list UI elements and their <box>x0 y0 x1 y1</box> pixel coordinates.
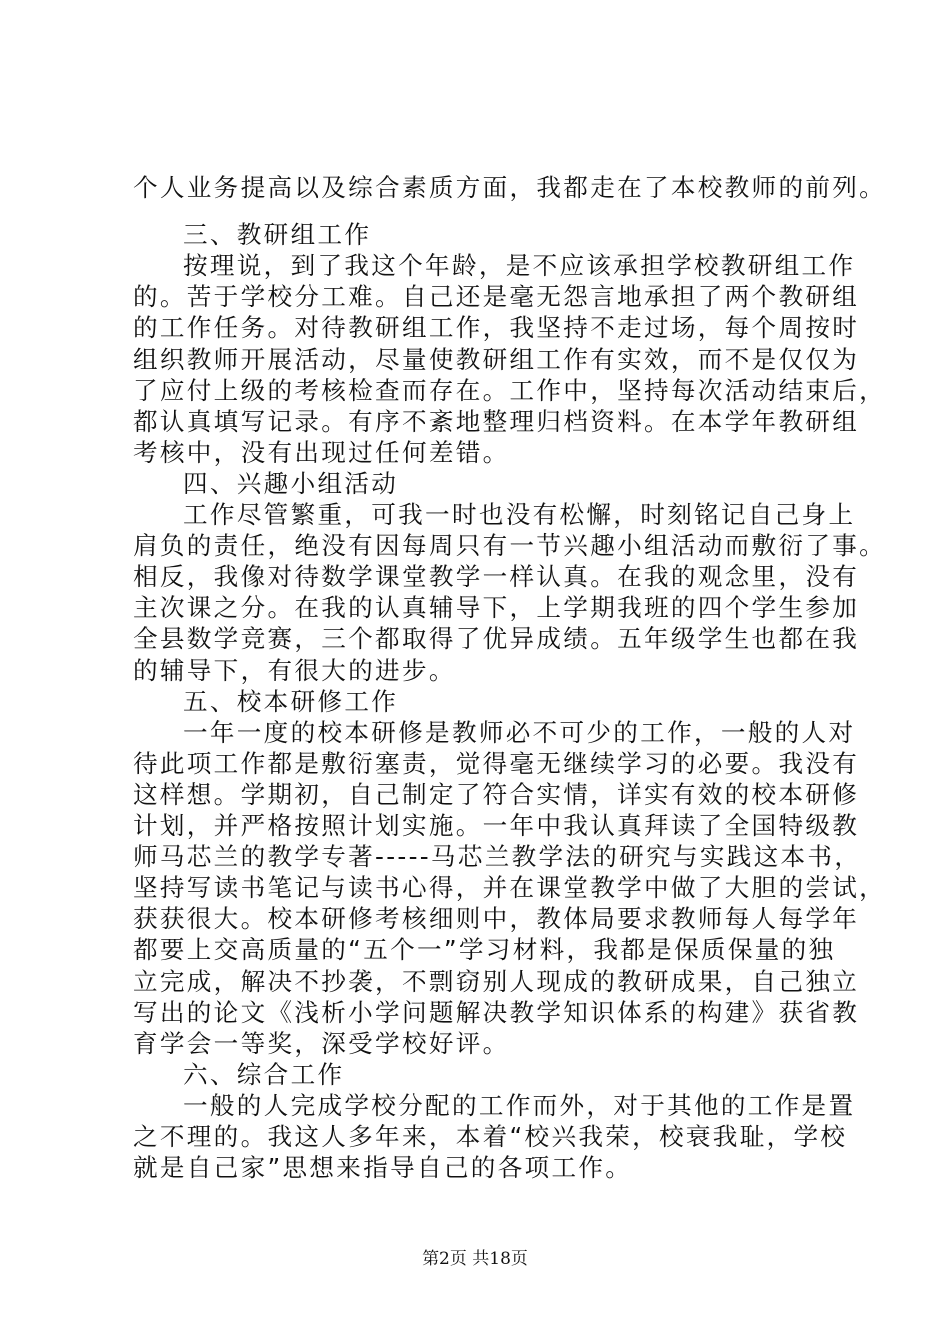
text-line: 主次课之分。在我的认真辅导下，上学期我班的四个学生参加 <box>133 593 860 622</box>
text-line: 考核中，没有出现过任何差错。 <box>133 438 510 467</box>
text-line: 坚持写读书笔记与读书心得，并在课堂教学中做了大胆的尝试， <box>133 873 887 902</box>
section-heading: 三、教研组工作 <box>183 220 372 249</box>
text-line: 获获很大。校本研修考核细则中，教体局要求教师每人每学年 <box>133 904 860 933</box>
text-line: 肩负的责任，绝没有因每周只有一节兴趣小组活动而敷衍了事。 <box>133 531 887 560</box>
text-line: 都要上交高质量的“五个一”学习材料，我都是保质保量的独 <box>133 935 836 964</box>
text-line: 组织教师开展活动，尽量使教研组工作有实效，而不是仅仅为 <box>133 345 860 374</box>
text-line: 全县数学竞赛，三个都取得了优异成绩。五年级学生也都在我 <box>133 624 860 653</box>
section-heading: 六、综合工作 <box>183 1060 345 1089</box>
text-line: 个人业务提高以及综合素质方面，我都走在了本校教师的前列。 <box>133 173 887 202</box>
text-line: 待此项工作都是敷衍塞责，觉得毫无继续学习的必要。我没有 <box>133 749 860 778</box>
text-line: 相反，我像对待数学课堂教学一样认真。在我的观念里，没有 <box>133 562 860 591</box>
text-line: 了应付上级的考核检查而存在。工作中，坚持每次活动结束后， <box>133 376 887 405</box>
text-line: 师马芯兰的教学专著-----马芯兰教学法的研究与实践这本书， <box>133 842 862 871</box>
text-line: 计划，并严格按照计划实施。一年中我认真拜读了全国特级教 <box>133 811 860 840</box>
text-line: 这样想。学期初，自己制定了符合实情，详实有效的校本研修 <box>133 780 860 809</box>
page-number-footer: 第2页 共18页 <box>422 1249 528 1269</box>
section-heading: 五、校本研修工作 <box>183 687 399 716</box>
text-line: 按理说，到了我这个年龄，是不应该承担学校教研组工作 <box>183 251 856 280</box>
text-line: 工作尽管繁重，可我一时也没有松懈，时刻铭记自己身上 <box>183 500 856 529</box>
text-line: 育学会一等奖，深受学校好评。 <box>133 1029 510 1058</box>
text-line: 的工作任务。对待教研组工作，我坚持不走过场，每个周按时 <box>133 313 860 342</box>
text-line: 就是自己家”思想来指导自己的各项工作。 <box>133 1153 633 1182</box>
text-line: 一年一度的校本研修是教师必不可少的工作，一般的人对 <box>183 718 856 747</box>
text-line: 写出的论文《浅析小学问题解决教学知识体系的构建》获省教 <box>133 998 860 1027</box>
section-heading: 四、兴趣小组活动 <box>183 469 399 498</box>
text-line: 的。苦于学校分工难。自己还是毫无怨言地承担了两个教研组 <box>133 282 860 311</box>
text-line: 一般的人完成学校分配的工作而外，对于其他的工作是置 <box>183 1091 856 1120</box>
text-line: 都认真填写记录。有序不紊地整理归档资料。在本学年教研组 <box>133 407 860 436</box>
text-line: 的辅导下，有很大的进步。 <box>133 656 456 685</box>
text-line: 立完成，解决不抄袭，不剽窃别人现成的教研成果，自己独立 <box>133 967 860 996</box>
text-line: 之不理的。我这人多年来，本着“校兴我荣，校衰我耻，学校 <box>133 1122 848 1151</box>
